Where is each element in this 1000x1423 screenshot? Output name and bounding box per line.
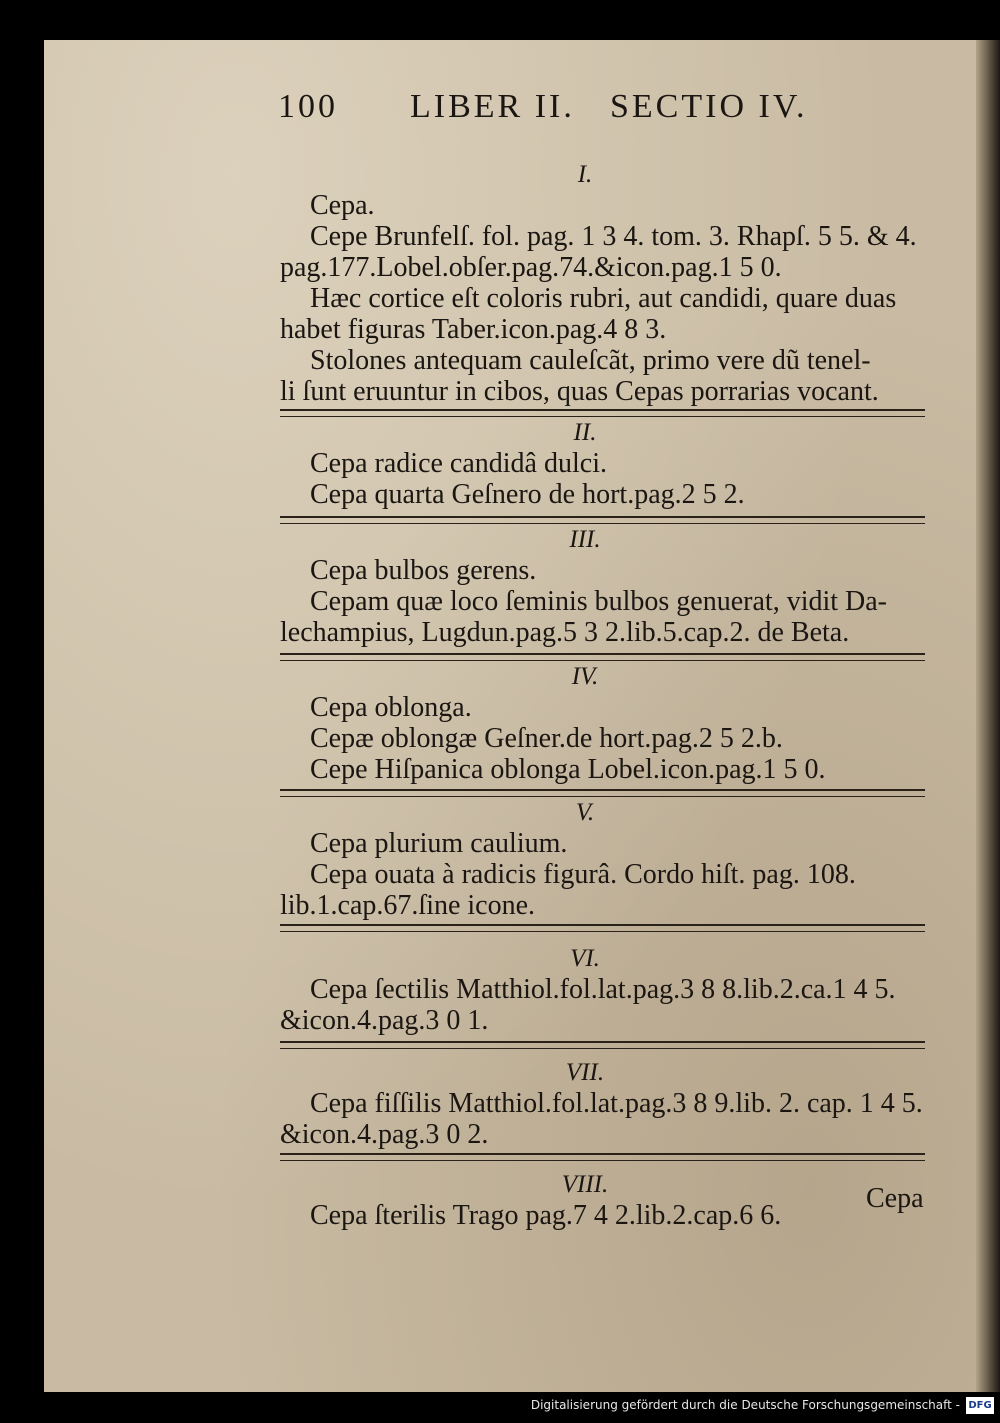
entry-line: Cepe Hiſpanica oblonga Lobel.icon.pag.1 5 0. [310,754,826,785]
entry-line: Cepa quarta Geſnero de hort.pag.2 5 2. [310,479,745,510]
section-7 [280,1058,930,1150]
section-numeral: IV. [571,663,599,690]
section-numeral: I. [577,161,593,188]
section-divider [280,653,925,661]
entry-line: Cepa fiſſilis Matthiol.fol.lat.pag.3 8 9.lib. 2. cap. 1 4 5. [310,1088,923,1119]
entry-line: Hæc cortice eſt coloris rubri, aut candidi, quare duas [310,283,897,314]
section-divider [280,1153,925,1161]
entry-line: Cepam quæ loco ſeminis bulbos genuerat, vidit Da- [310,586,888,617]
footer-credit: Digitalisierung gefördert durch die Deutsche Forschungsgemeinschaft - [530,1398,960,1412]
entry-line: Cepa ouata à radicis figurâ. Cordo hiſt. pag. 108. [310,859,856,890]
entry-line: Cepa. [310,190,375,221]
section-numeral: VIII. [561,1171,609,1198]
section-divider [280,924,925,932]
section-4 [280,662,930,785]
digitization-footer [0,1392,1000,1423]
section-numeral: VII. [565,1059,605,1086]
page-edge-shadow [976,40,1000,1392]
section-divider [280,516,925,524]
entry-line: Cepe Brunfelſ. fol. pag. 1 3 4. tom. 3. Rhapſ. 5 5. & 4. [310,221,917,252]
dfg-logo-icon[interactable]: DFG [966,1397,994,1414]
entry-line: lechampius, Lugdun.pag.5 3 2.lib.5.cap.2. de Beta. [280,617,850,648]
entry-line: Cepa ſterilis Trago pag.7 4 2.lib.2.cap.6 6. [310,1200,782,1231]
running-head-section: SECTIO IV. [610,88,808,125]
page-number: 100 [278,88,338,125]
entry-line: Cepæ oblongæ Geſner.de hort.pag.2 5 2.b. [310,723,783,754]
entry-line: Stolones antequam cauleſcãt, primo vere dũ tenel- [310,345,871,376]
section-numeral: V. [575,799,595,826]
running-head-book: LIBER II. [410,88,575,125]
section-6 [280,944,930,1036]
catchword: Cepa [866,1183,924,1214]
section-numeral: II. [573,419,597,446]
entry-line: &icon.4.pag.3 0 2. [280,1119,489,1150]
entry-line: Cepa radice candidâ dulci. [310,448,607,479]
entry-line: Cepa ſectilis Matthiol.fol.lat.pag.3 8 8.lib.2.ca.1 4 5. [310,974,896,1005]
section-divider [280,1041,925,1049]
section-8 [280,1170,930,1231]
section-1 [280,160,930,407]
entry-line: li ſunt eruuntur in cibos, quas Cepas porrarias vocant. [280,376,879,407]
section-numeral: III. [569,526,601,553]
entry-line: habet figuras Taber.icon.pag.4 8 3. [280,314,667,345]
section-2 [280,418,930,510]
entry-line: lib.1.cap.67.ſine icone. [280,890,536,921]
section-numeral: VI. [570,945,600,972]
entry-line: Cepa bulbos gerens. [310,555,537,586]
entry-line: Cepa plurium caulium. [310,828,568,859]
section-divider [280,409,925,417]
entry-line: &icon.4.pag.3 0 1. [280,1005,489,1036]
section-3 [280,525,930,648]
entry-line: Cepa oblonga. [310,692,472,723]
entry-line: pag.177.Lobel.obſer.pag.74.&icon.pag.1 5 0. [280,252,782,283]
section-divider [280,789,925,797]
section-5 [280,798,930,921]
